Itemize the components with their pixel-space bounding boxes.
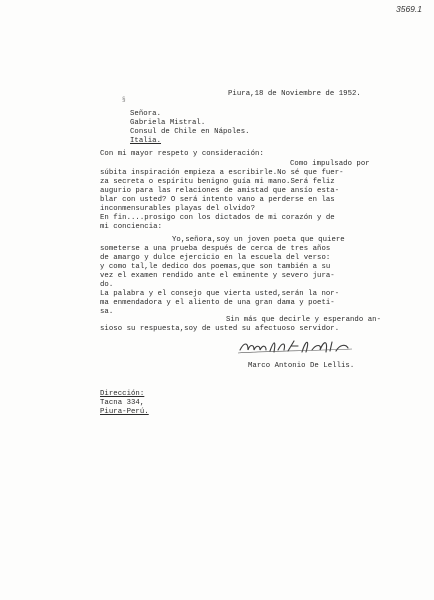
body-line: de amargo y dulce ejercicio en la escuela del verso: bbox=[100, 254, 331, 262]
greeting: Con mi mayor respeto y consideración: bbox=[100, 150, 264, 158]
body-line: za secreta o espíritu benigno guía mi mano.Será feliz bbox=[100, 178, 335, 186]
body-line: y como tal,le dedico dos poemas,que son también a su bbox=[100, 263, 331, 271]
handwritten-signature bbox=[236, 336, 356, 358]
body-line: ma enmendadora y el aliento de una gran dama y poeti- bbox=[100, 299, 335, 307]
recipient-title: Consul de Chile en Nápoles. bbox=[130, 128, 250, 136]
archive-number: 3569.1 bbox=[396, 4, 422, 14]
address-label: Dirección: bbox=[100, 390, 145, 398]
body-line: someterse a una prueba después de cerca de tres años bbox=[100, 245, 331, 253]
body-line: Como impulsado por bbox=[290, 160, 370, 168]
body-line: Yo,señora,soy un joven poeta que quiere bbox=[172, 236, 345, 244]
address-city: Piura-Perú. bbox=[100, 408, 149, 416]
body-line: En fin....prosigo con los dictados de mi corazón y de bbox=[100, 214, 335, 222]
body-line: súbita inspiración empieza a escribirle.No sé que fuer- bbox=[100, 169, 344, 177]
body-line: sioso su respuesta,soy de usted su afectuoso servidor. bbox=[100, 325, 340, 333]
body-line: do. bbox=[100, 281, 114, 289]
signature-name: Marco Antonio De Lellis. bbox=[248, 362, 355, 370]
margin-mark: § bbox=[122, 96, 126, 103]
body-line: sa. bbox=[100, 308, 114, 316]
recipient-name: Gabriela Mistral. bbox=[130, 119, 206, 127]
body-line: vez el examen rendido ante el eminente y severo jura- bbox=[100, 272, 335, 280]
address-street: Tacna 334, bbox=[100, 399, 145, 407]
date-line: Piura,18 de Noviembre de 1952. bbox=[228, 90, 361, 98]
body-line: mi conciencia: bbox=[100, 223, 163, 231]
body-line: inconmensurables playas del olvido? bbox=[100, 205, 256, 213]
body-line: augurio para las relaciones de amistad que ansío esta- bbox=[100, 187, 340, 195]
body-line: Sin más que decirle y esperando an- bbox=[226, 316, 382, 324]
recipient-salutation: Señora. bbox=[130, 110, 162, 118]
body-line: blar con usted? O será intento vano a perderse en las bbox=[100, 196, 335, 204]
body-line: La palabra y el consejo que vierta usted,serán la nor- bbox=[100, 290, 340, 298]
recipient-country: Italia. bbox=[130, 137, 162, 145]
